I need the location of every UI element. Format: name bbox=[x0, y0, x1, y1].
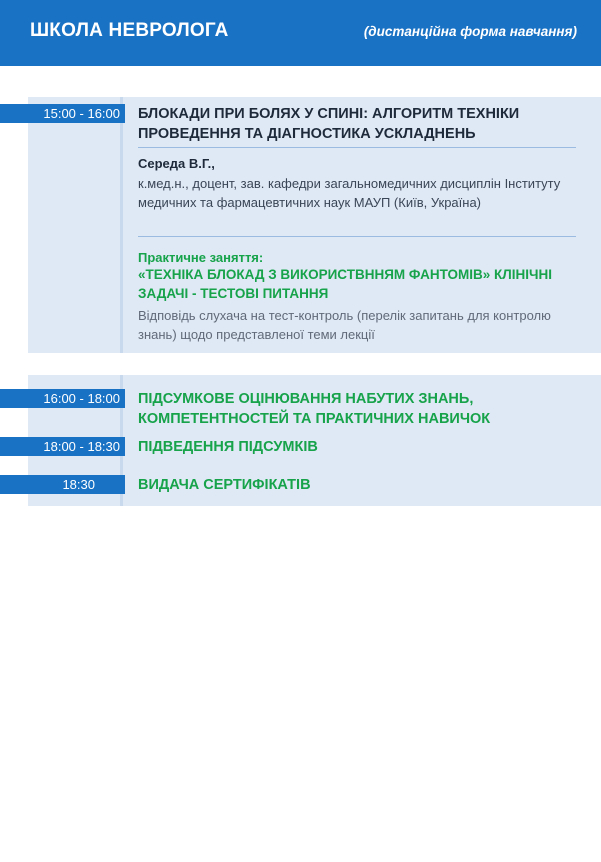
page-title: ШКОЛА НЕВРОЛОГА bbox=[30, 20, 229, 41]
schedule-item-title: ВИДАЧА СЕРТИФІКАТІВ bbox=[138, 477, 311, 493]
time-badge: 16:00 - 18:00 bbox=[0, 389, 125, 408]
practice-description: Відповідь слухача на тест-контроль (перелік запитань для контролю знань) щодо представленої теми лекції bbox=[138, 308, 551, 342]
header-banner bbox=[0, 0, 601, 66]
practice-label: Практичне заняття: bbox=[138, 250, 264, 265]
schedule-item-title: ПІДСУМКОВЕ ОЦІНЮВАННЯ НАБУТИХ ЗНАНЬ, КОМПЕТЕНТНОСТЕЙ ТА ПРАКТИЧНИХ НАВИЧОК bbox=[138, 391, 491, 427]
page-subtitle: (дистанційна форма навчання) bbox=[363, 24, 577, 39]
time-badge: 18:00 - 18:30 bbox=[0, 437, 125, 456]
divider bbox=[138, 147, 576, 148]
time-badge-session-1: 15:00 - 16:00 bbox=[0, 104, 125, 123]
speaker-credentials: к.мед.н., доцент, зав. кафедри загальномедичних дисциплін Інституту медичних та фармацевтичних наук МАУП (Київ, Україна) bbox=[138, 176, 561, 210]
practice-title: «ТЕХНІКА БЛОКАД З ВИКОРИСТВННЯМ ФАНТОМІВ» КЛІНІЧНІ ЗАДАЧІ - ТЕСТОВІ ПИТАННЯ bbox=[138, 267, 552, 301]
schedule-item-title: ПІДВЕДЕННЯ ПІДСУМКІВ bbox=[138, 439, 318, 455]
session-title: БЛОКАДИ ПРИ БОЛЯХ У СПИНІ: АЛГОРИТМ ТЕХНІКИ ПРОВЕДЕННЯ ТА ДІАГНОСТИКА УСКЛАДНЕНЬ bbox=[138, 106, 520, 142]
timeline-line bbox=[120, 97, 123, 353]
divider bbox=[138, 236, 576, 237]
time-badge: 18:30 bbox=[0, 475, 125, 494]
speaker-name: Середа В.Г., bbox=[138, 156, 215, 171]
